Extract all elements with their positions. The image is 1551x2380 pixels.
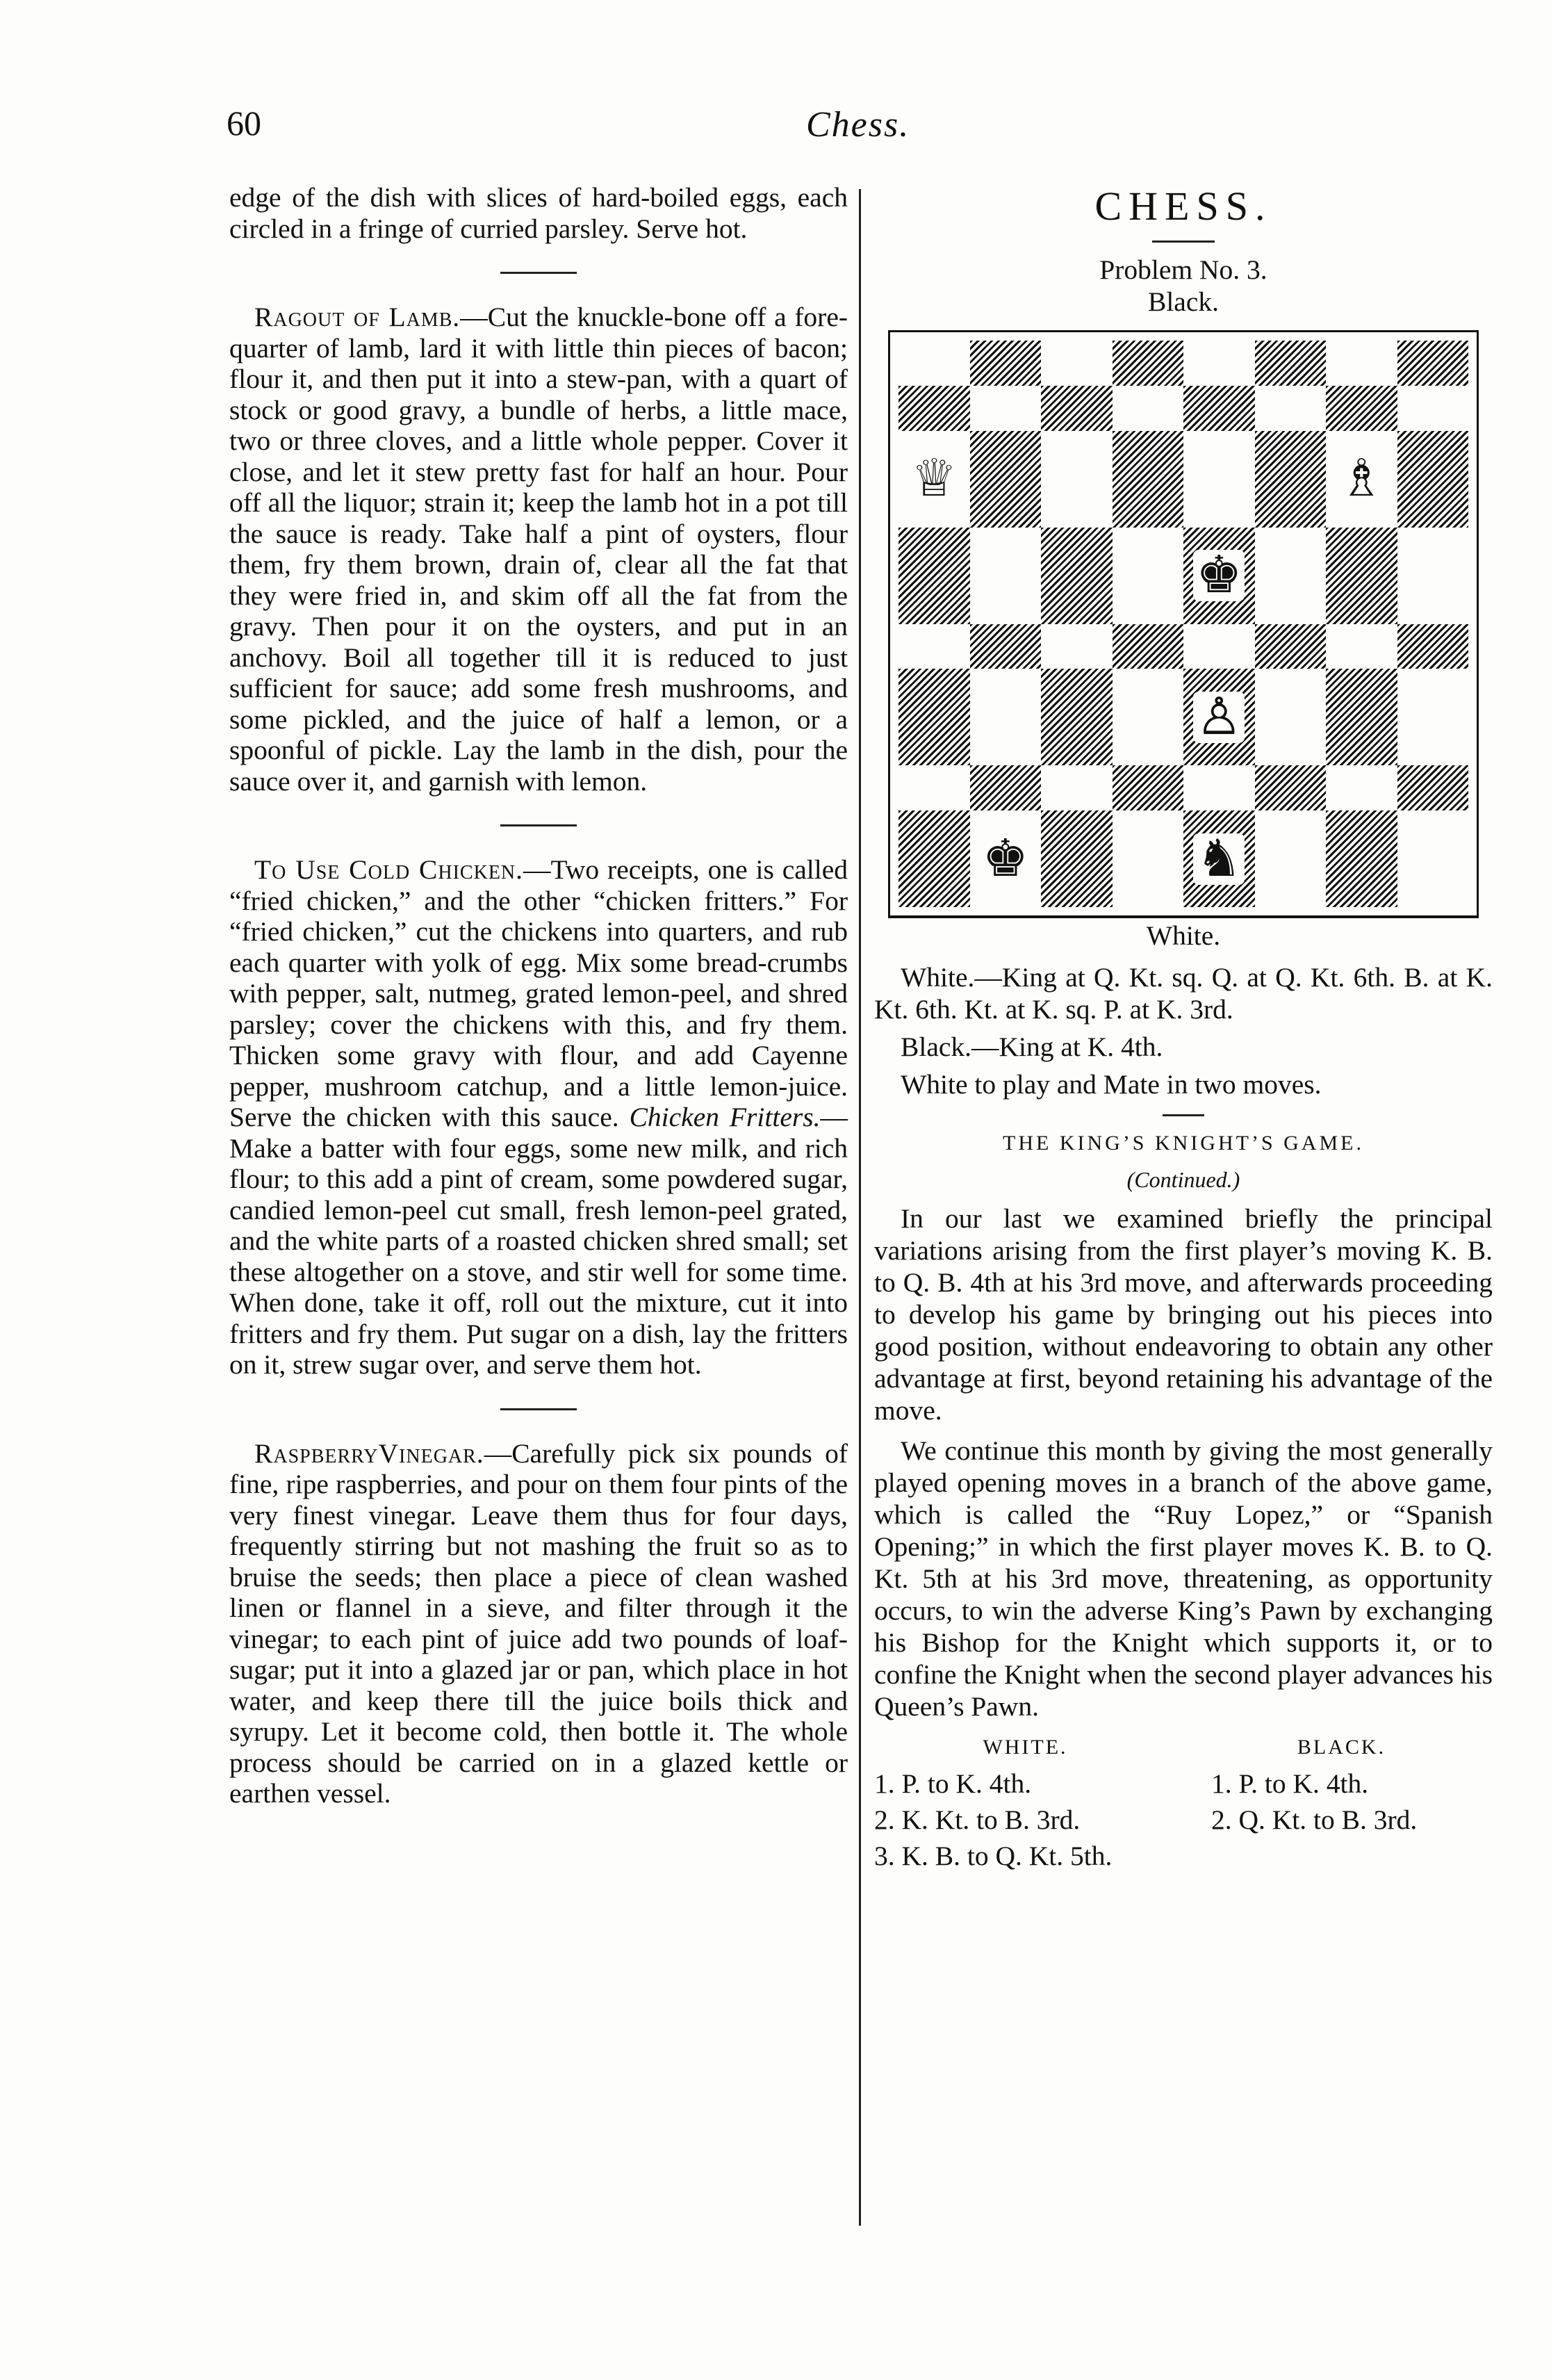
board-square [1041, 386, 1113, 431]
board-square [1326, 669, 1397, 765]
board-square [1255, 431, 1327, 528]
board-square [1183, 810, 1255, 907]
board-square [970, 624, 1042, 669]
board-square [1183, 386, 1255, 431]
board-square [970, 386, 1042, 431]
section-rule [500, 272, 577, 274]
board-square [1113, 765, 1184, 810]
board-square [1113, 386, 1184, 431]
white-knight-icon: ♞ [1193, 833, 1245, 885]
ragout-title: Ragout of Lamb. [254, 302, 461, 332]
board-square [898, 624, 970, 669]
board-square [1255, 528, 1327, 624]
board-square [970, 431, 1042, 528]
board-square [1326, 765, 1397, 810]
board-square [1113, 528, 1184, 624]
chess-diagram [888, 330, 1479, 918]
board-square [1397, 810, 1469, 907]
board-square [1113, 431, 1184, 528]
board-square [898, 341, 970, 386]
board-square [1183, 624, 1255, 669]
black-king-icon: ♚ [1193, 550, 1245, 601]
board-square [1397, 765, 1469, 810]
board-square [1326, 431, 1397, 528]
black-position: Black.—King at K. 4th. [901, 1032, 1163, 1062]
board-square [898, 386, 970, 431]
board-square [970, 341, 1042, 386]
running-title: Chess. [806, 105, 910, 145]
chicken-paragraph [229, 854, 848, 1380]
board-square [1183, 765, 1255, 810]
white-position: White.—King at Q. Kt. sq. Q. at Q. Kt. 6th. B. at K. Kt. 6th. Kt. at K. sq. P. at K. 3rd. [874, 962, 1493, 1025]
right-column [874, 182, 1493, 1874]
board-square [1183, 341, 1255, 386]
board-square [1041, 669, 1113, 765]
black-move: 1. P. to K. 4th. [1211, 1768, 1369, 1799]
vinegar-body: —Carefully pick six pounds of fine, ripe raspberries, and pour on them four pints of the very finest vinegar. Leave them thus for four days, frequently stirring but not mashing the fruit so as to bruise the seeds; then place a piece of clean washed linen or flannel in a sieve, and filter through it the vinegar; to each pint of juice add two pounds of loaf-sugar; put it into a glazed jar or pan, which place in hot water, and keep there till the juice boils thick and syrupy. Let it become cold, then bottle it. The whole process should be carried on in a glazed kettle or earthen vessel. [229, 1437, 848, 1809]
black-moves [1190, 1766, 1493, 1874]
opening-moves [874, 1729, 1493, 1874]
left-column [229, 182, 848, 1809]
white-pawn-icon: ♙ [1193, 692, 1245, 743]
white-move: 2. K. Kt. to B. 3rd. [874, 1804, 1081, 1835]
board-square [1397, 528, 1469, 624]
title-rule [1152, 241, 1215, 243]
white-bishop-icon: ♗ [1336, 453, 1387, 505]
board-square [1041, 341, 1113, 386]
board-square [1326, 528, 1397, 624]
column-divider [859, 189, 861, 2226]
vinegar-title: RaspberryVinegar. [254, 1437, 484, 1469]
board-square [1326, 624, 1397, 669]
white-moves-header: WHITE. [983, 1736, 1068, 1759]
board-square [1183, 669, 1255, 765]
board-square [1041, 624, 1113, 669]
board-square [898, 431, 970, 528]
board-square [1255, 669, 1327, 765]
black-moves-header: BLACK. [1297, 1736, 1386, 1759]
white-move: 1. P. to K. 4th. [874, 1768, 1032, 1799]
board-square [1113, 624, 1184, 669]
black-label: Black. [1147, 286, 1219, 317]
white-moves [874, 1766, 1176, 1874]
white-label: White. [1146, 920, 1221, 951]
board-square [1113, 341, 1184, 386]
board-square [898, 528, 970, 624]
board-square [898, 765, 970, 810]
chicken-title: To Use Cold Chicken. [254, 854, 524, 885]
game-paragraph-1: In our last we examined briefly the principal variations arising from the first player’s moving K. B. to Q. B. 4th at his 3rd move, and afterwards proceeding to develop his game by bringing out his pieces into good position, without endeavoring to obtain any other advantage at first, beyond retaining his advantage of the move. [874, 1203, 1493, 1426]
chess-board [898, 341, 1468, 907]
intro-paragraph: edge of the dish with slices of hard-boiled eggs, each circled in a fringe of curried parsley. Serve hot. [229, 182, 848, 244]
board-square [1397, 624, 1469, 669]
board-square [1326, 386, 1397, 431]
board-square [1255, 624, 1327, 669]
board-square [1113, 810, 1184, 907]
white-queen-icon: ♕ [908, 453, 960, 505]
white-move: 3. K. B. to Q. Kt. 5th. [874, 1841, 1113, 1871]
board-frame [888, 330, 1479, 918]
chicken-body-2: —Make a batter with four eggs, some new milk, and rich flour; to this add a pint of cream, some powdered sugar, candied lemon-peel cut small, fresh lemon-peel grated, and the white parts of a roasted chicken shred small; set these altogether on a stove, and stir well for some time. When done, take it off, roll out the mixture, cut it into fritters and fry them. Put sugar on a dish, lay the fritters on it, strew sugar over, and serve them hot. [229, 1102, 848, 1380]
page-number: 60 [227, 104, 261, 142]
board-square [970, 669, 1042, 765]
ragout-paragraph [229, 302, 848, 797]
board-square [1255, 341, 1327, 386]
problem-number: Problem No. 3. [1099, 254, 1267, 285]
board-square [1397, 386, 1469, 431]
board-square [1041, 765, 1113, 810]
board-square [1397, 669, 1469, 765]
problem-task: White to play and Mate in two moves. [901, 1069, 1322, 1100]
board-square [898, 669, 970, 765]
black-move: 2. Q. Kt. to B. 3rd. [1211, 1804, 1418, 1835]
board-square [1041, 528, 1113, 624]
board-square [1041, 431, 1113, 528]
board-square [1183, 528, 1255, 624]
white-king-icon: ♚ [980, 833, 1031, 885]
chicken-fritters-title: Chicken Fritters. [629, 1102, 821, 1132]
board-square [1255, 765, 1327, 810]
board-square [898, 810, 970, 907]
continued-label: (Continued.) [1126, 1167, 1240, 1192]
chicken-body-1: —Two receipts, one is called “fried chicken,” and the other “chicken fritters.” For “fried chicken,” cut the chickens into quarters, and rub each quarter with yolk of egg. Mix some bread-crumbs with pepper, salt, nutmeg, grated lemon-peel, and shred parsley; cover the chickens with this, and fry them. Thicken some gravy with flour, and add Cayenne pepper, mushroom catchup, and a little lemon-juice. Serve the chicken with this sauce. [229, 854, 848, 1132]
board-square [1183, 431, 1255, 528]
ragout-body: —Cut the knuckle-bone off a fore-quarter of lamb, lard it with little thin pieces of bacon; flour it, and then put it into a stew-pan, with a quart of stock or good gravy, a bundle of herbs, a little mace, two or three cloves, and a little whole pepper. Cover it close, and let it stew pretty fast for half an hour. Pour off all the liquor; strain it; keep the lamb hot in a pot till the sauce is ready. Take half a pint of oysters, flour them, fry them brown, drain of, clear all the fat that they were fried in, and skim off all the fat from the gravy. Then pour it on the oysters, and put in an anchovy. Boil all together till it is reduced to just sufficient for sauce; add some fresh mushrooms, and some pickled, and the juice of half a lemon, or a spoonful of pickle. Lay the lamb in the dish, pour the sauce over it, and garnish with lemon. [229, 302, 848, 797]
board-square [1397, 431, 1469, 528]
board-square [1326, 810, 1397, 907]
board-square [1255, 810, 1327, 907]
vinegar-paragraph [229, 1438, 848, 1809]
board-square [970, 528, 1042, 624]
board-square [1113, 669, 1184, 765]
board-square [1326, 341, 1397, 386]
board-square [1255, 386, 1327, 431]
section-rule [500, 824, 577, 826]
chess-title: CHESS. [1094, 184, 1272, 229]
board-square [970, 765, 1042, 810]
game-paragraph-2: We continue this month by giving the most generally played opening moves in a branch of the above game, which is called the “Ruy Lopez,” or “Spanish Opening;” in which the first player moves K. B. to Q. Kt. 5th at his 3rd move, threatening, as opportunity occurs, to win the adverse King’s Pawn by exchanging his Bishop for the Knight which supports it, or to confine the Knight when the second player advances his Queen’s Pawn. [874, 1435, 1493, 1722]
section-rule [1163, 1114, 1204, 1116]
board-square [1397, 341, 1469, 386]
game-title: THE KING’S KNIGHT’S GAME. [1003, 1132, 1364, 1155]
board-square [970, 810, 1042, 907]
section-rule [500, 1408, 577, 1410]
board-square [1041, 810, 1113, 907]
